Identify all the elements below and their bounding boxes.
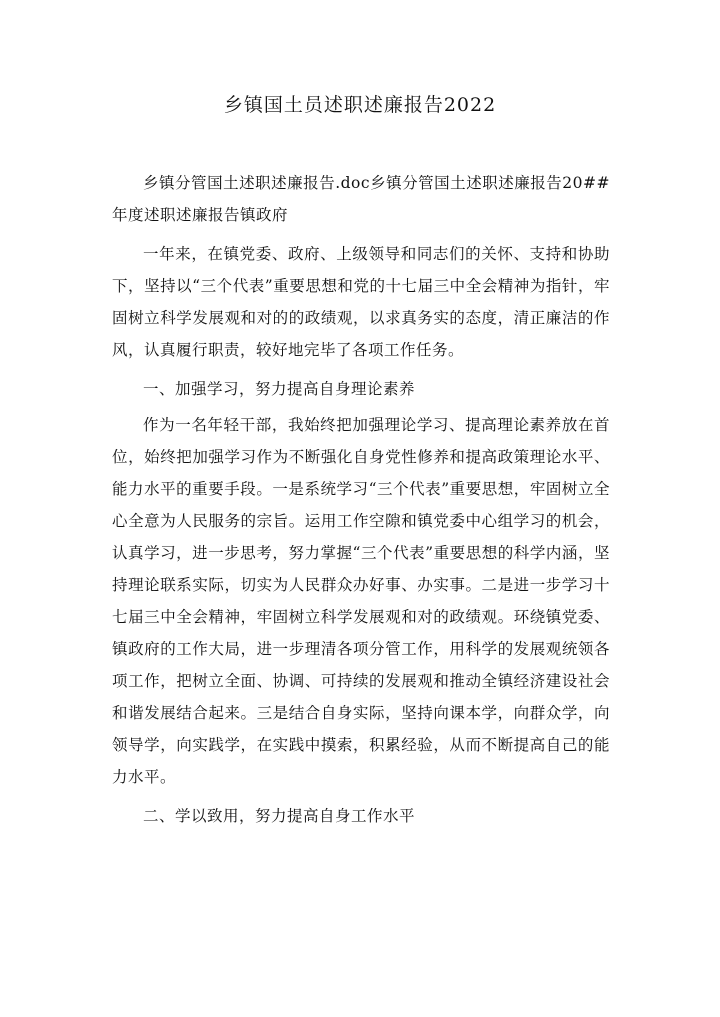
paragraph-study: 作为一名年轻干部，我始终把加强理论学习、提高理论素养放在首位，始终把加强学习作为不断强化自身党性修养和提高政策理论水平、能力水平的重要手段。一是系统学习“三个代表”重要思想，牢固树立全心全意为人民服务的宗旨。运用工作空隙和镇党委中心组学习的机会，认真学习，进一步思考，努力掌握“三个代表”重要思想的科学内涵，坚持理论联系实际，切实为人民群众办好事、办实事。二是进一步学习十七届三中全会精神，牢固树立科学发展观和对的政绩观。环绕镇党委、镇政府的工作大局，进一步理清各项分管工作，用科学的发展观统领各项工作，把树立全面、协调、可持续的发展观和推动全镇经济建设社会和谐发展结合起来。三是结合自身实际，坚持向课本学，向群众学，向领导学，向实践学，在实践中摸索，积累经验，从而不断提高自己的能力水平。	[112, 416, 610, 786]
section-heading-2: 二、学以致用，努力提高自身工作水平	[143, 807, 416, 825]
paragraph-summary: 一年来，在镇党委、政府、上级领导和同志们的关怀、支持和协助下，坚持以“三个代表”重要思想和党的十七届三中全会精神为指针，牢固树立科学发展观和对的的政绩观，以求真务实的态度，清正廉洁的作风，认真履行职责，较好地完毕了各项工作任务。	[112, 245, 610, 359]
document-body	[112, 167, 610, 836]
section-heading-1: 一、加强学习，努力提高自身理论素养	[143, 380, 416, 398]
document-title: 乡镇国土员述职述廉报告2022	[223, 94, 497, 116]
paragraph-intro: 乡镇分管国土述职述廉报告.doc乡镇分管国土述职述廉报告20##年度述职述廉报告镇政府	[112, 174, 610, 224]
